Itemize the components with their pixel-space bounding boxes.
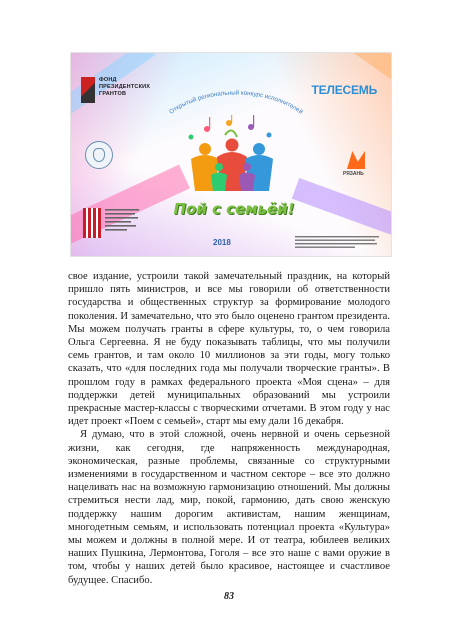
paragraph: свое издание, устроили такой замечательный праздник, на который пришло пять министров, и все мы говорили об ответственности государства и общественных структур за формирование молодого поколения. И замечательно, что это было оценено грантом президента. Мы можем получать гранты в сфере культуры, то, о чем говорила Ольга Сергеевна. Я не буду показывать таблицы, что мы получили семь грантов, и там около 10 миллионов за эти годы, могу только сказать, что «для последних года мы получали творческие гранты». В прошлом году в рамках федерального проекта «Моя сцена» – для поддержки детей муниципальных образований мы устроили прекрасные мастер-классы с творческими отчетами. В этом году у нас идет проект «Поем с семьей», старт мы ему дали 16 декабря. [68, 271, 390, 428]
music-note-icon [189, 115, 272, 140]
body-text [68, 270, 390, 587]
poster-fine-print-icon [295, 235, 381, 251]
poster-year: 2018 [213, 238, 231, 247]
channel-logo: ТЕЛЕСЕМЬ [311, 83, 377, 97]
ministry-fine-text-icon [105, 208, 141, 234]
regional-logo-text: РЯЗАНЬ [343, 171, 364, 177]
poster-title: Пой с семьёй! [173, 200, 295, 218]
emblem-icon [85, 141, 113, 169]
paragraph: Я думаю, что в этой сложной, очень нервной и очень серьезной жизни, как сегодня, где напряженность международная, экономическая, разные проблемы, связанные со структурными изменениями в государственном и частном секторе – все это должно нацеливать нас на возможную гармонизацию отношений. Мы должны стремиться нести лад, мир, покой, гармонию, дать свою женскую поддержку нашим дорогим активистам, нашим женщинам, многодетным семьям, и использовать потенциал проекта «Культура» мы можем и должны в полной мере. И от театра, юбилеев великих наших Пушкина, Лермонтова, Гоголя – все это наше с вами оружие в том, чтобы у наших детей было красивое, настоящее и счастливое будущее. Спасибо. [68, 429, 390, 586]
ministry-logo-text [105, 208, 141, 236]
arc-caption-text: Открытый региональный конкурс исполнителей [168, 89, 304, 116]
regional-logo [345, 151, 367, 179]
regional-logo-icon [347, 151, 365, 169]
fund-logo [81, 75, 149, 109]
poster-image [70, 52, 392, 257]
svg-text:Открытый региональный конкурс [168, 90, 304, 116]
family-figures-icon [167, 115, 297, 195]
fund-logo-icon [81, 77, 95, 103]
ministry-logo-icon [83, 208, 101, 238]
fund-logo-text: ФОНД ПРЕЗИДЕНТСКИХ ГРАНТОВ [99, 77, 151, 97]
ministry-logo [83, 208, 143, 242]
page-number: 83 [224, 591, 234, 602]
